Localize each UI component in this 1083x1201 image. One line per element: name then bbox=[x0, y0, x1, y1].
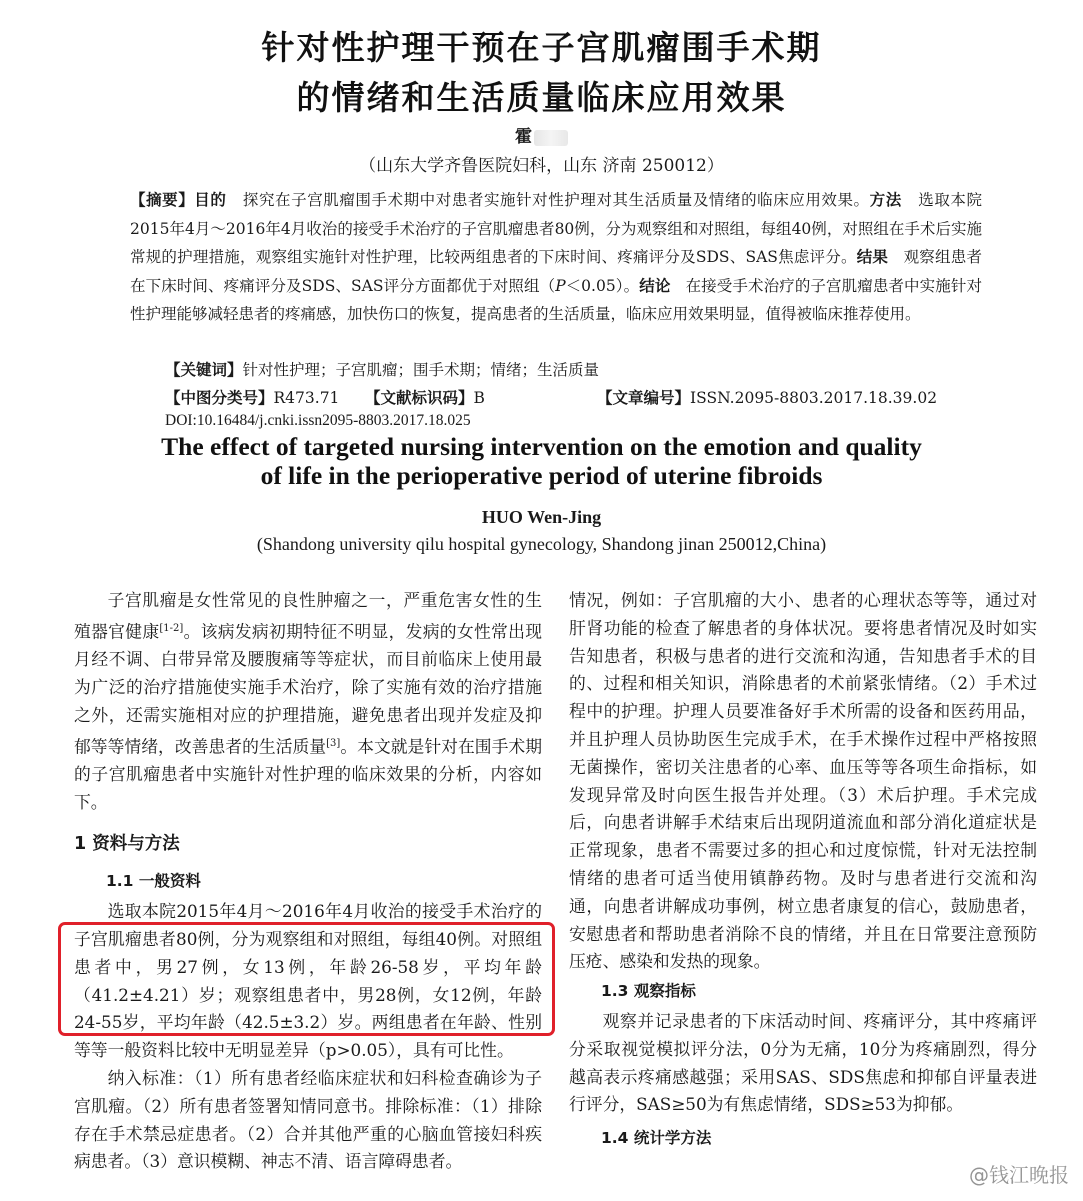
clc-value: R473.71 bbox=[273, 389, 340, 407]
p-value-symbol: P bbox=[555, 276, 566, 295]
abstract-methods-label: 方法 bbox=[869, 191, 902, 209]
english-title-line1: The effect of targeted nursing intervention on the emotion and quality bbox=[161, 432, 922, 461]
english-affiliation: (Shandong university qilu hospital gynecology, Shandong jinan 250012,China) bbox=[256, 534, 827, 554]
article-no-value: ISSN.2095-8803.2017.18.39.02 bbox=[690, 389, 938, 407]
keywords bbox=[165, 358, 599, 380]
intro-text-a: 子宫肌瘤是女性常见的良性肿瘤之一，严重危害女性的生殖器官健康 bbox=[74, 590, 542, 642]
subsection-1-1-heading: 1.1 一般资料 bbox=[106, 872, 201, 891]
abstract-objective: 探究在子宫肌瘤围手术期中对患者实施针对性护理对其生活质量及情绪的临床应用效果。 bbox=[242, 191, 870, 209]
criteria-paragraph: 纳入标准：（1）所有患者经临床症状和妇科检查确诊为子宫肌瘤。（2）所有患者签署知情同意书。排除标准：（1）排除存在手术禁忌症患者。（2）合并其他严重的心脑血管接妇科疾病患者。（3）意识模糊、神志不清、语言障碍患者。 bbox=[74, 1067, 542, 1172]
intro-text-c: 。本文就是针对在围手术期的子宫肌瘤患者中实施针对性护理的临床效果的分析，内容如下。 bbox=[74, 736, 542, 812]
intro-text-b: 。该病发病初期特征不明显，发病的女性常出现月经不调、白带异常及腰腹痛等等症状，而目前临床上使用最为广泛的治疗措施使实施手术治疗，除了实施有效的治疗措施之外，还需实施相对应的护理措施，避免患者出现并发症及抑郁等等情绪，改善患者的生活质量 bbox=[74, 621, 542, 757]
doi: DOI:10.16484/j.cnki.issn2095-8803.2017.18.025 bbox=[165, 412, 471, 429]
doc-code-cell bbox=[365, 386, 485, 408]
abstract-results-label: 结果 bbox=[856, 248, 889, 267]
affiliation: （山东大学齐鲁医院妇科，山东 济南 250012） bbox=[359, 156, 724, 176]
watermark: @钱江晚报 bbox=[969, 1163, 1069, 1187]
paper-title-line1: 针对性护理干预在子宫肌瘤围手术期 bbox=[261, 28, 822, 67]
abstract-label: 【摘要】目的 bbox=[130, 191, 227, 209]
abstract bbox=[130, 186, 982, 329]
abstract-conclusion: 在接受手术治疗的子宫肌瘤患者中实施针对性护理能够减轻患者的疼痛感，加快伤口的恢复，提高患者的生活质量，临床应用效果明显，值得被临床推荐使用。 bbox=[130, 276, 982, 324]
right-column bbox=[569, 587, 1037, 1155]
article-no-cell bbox=[597, 386, 937, 408]
blurred-name-redaction bbox=[534, 130, 568, 146]
abstract-methods: 选取本院2015年4月～2016年4月收治的接受手术治疗的子宫肌瘤患者80例，分为观察组和对照组，每组40例，对照组在手术后实施常规的护理措施，观察组实施针对性护理，比较两组患者的下床时间、疼痛评分及SDS、SAS焦虑评分。 bbox=[130, 191, 982, 267]
highlight-box bbox=[58, 922, 555, 1036]
paper-title-line2: 的情绪和生活质量临床应用效果 bbox=[296, 78, 787, 117]
author bbox=[0, 122, 1083, 147]
subsection-1-4-heading: 1.4 统计学方法 bbox=[601, 1129, 712, 1148]
ref-3[interactable]: [3] bbox=[326, 737, 341, 749]
abstract-results: 观察组患者在下床时间、疼痛评分及SDS、SAS评分方面都优于对照组（ bbox=[130, 248, 982, 295]
left-column bbox=[74, 587, 542, 1176]
doc-code-label: 【文献标识码】 bbox=[365, 389, 474, 407]
section-1-heading: 1 资料与方法 bbox=[74, 833, 180, 854]
observation-paragraph: 观察并记录患者的下床活动时间、疼痛评分，其中疼痛评分采取视觉模拟评分法，0分为无痛，10分为疼痛剧烈，得分越高表示疼痛感越强；采用SAS、SDS焦虑和抑郁自评量表进行评分，SAS≥50为有焦虑情绪，SDS≥53为抑郁。 bbox=[569, 1010, 1037, 1115]
article-no-label: 【文章编号】 bbox=[597, 389, 691, 407]
doc-code-value: B bbox=[473, 389, 485, 407]
intro-paragraph bbox=[74, 587, 542, 817]
classification-row bbox=[165, 386, 965, 410]
english-title-line2: of life in the perioperative period of uterine fibroids bbox=[260, 461, 823, 490]
english-author: HUO Wen-Jing bbox=[481, 507, 602, 527]
keywords-label: 【关键词】 bbox=[165, 361, 243, 379]
abstract-results-end: ＜0.05）。 bbox=[565, 276, 640, 295]
keywords-text: 针对性护理；子宫肌瘤；围手术期；情绪；生活质量 bbox=[242, 361, 600, 379]
clc-cell bbox=[165, 386, 339, 408]
subsection-1-3-heading: 1.3 观察指标 bbox=[601, 982, 696, 1001]
author-name: 霍 bbox=[515, 127, 532, 147]
ref-1-2[interactable]: [1-2] bbox=[159, 622, 184, 634]
general-data-paragraph: 选取本院2015年4月～2016年4月收治的接受手术治疗的子宫肌瘤患者80例，分为观察组和对照组，每组40例。对照组患者中，男27例，女13例，年龄26-58岁，平均年龄（41.2±4.21）岁；观察组患者中，男28例，女12例，年龄24-55岁，平均年龄（42.5±3.2）岁。两组患者在年龄、性别等等一般资料比较中无明显差异（p>0.05），具有可比性。 bbox=[74, 901, 542, 1061]
abstract-conclusion-label: 结论 bbox=[639, 276, 671, 295]
clc-label: 【中图分类号】 bbox=[165, 389, 274, 407]
nursing-paragraph: 情况，例如：子宫肌瘤的大小、患者的心理状态等等，通过对肝肾功能的检查了解患者的身体状况。要将患者情况及时如实告知患者，积极与患者的进行交流和沟通，告知患者手术的目的、过程和相关知识，消除患者的术前紧张情绪。（2）手术过程中的护理。护理人员要准备好手术所需的设备和医药用品，并且护理人员协助医生完成手术，在手术操作过程中严格按照无菌操作，密切关注患者的心率、血压等等各项生命指标，如发现异常及时向医生报告并处理。（3）术后护理。手术完成后，向患者讲解手术结束后出现阴道流血和部分消化道症状是正常现象，患者不需要过多的担心和过度惊慌，针对无法控制情绪的患者可适当使用镇静药物。及时与患者进行交流和沟通，向患者讲解成功事例，树立患者康复的信心，鼓励患者，安慰患者和帮助患者消除不良的情绪，并且在日常要注意预防压疮、感染和发热的现象。 bbox=[569, 590, 1037, 972]
